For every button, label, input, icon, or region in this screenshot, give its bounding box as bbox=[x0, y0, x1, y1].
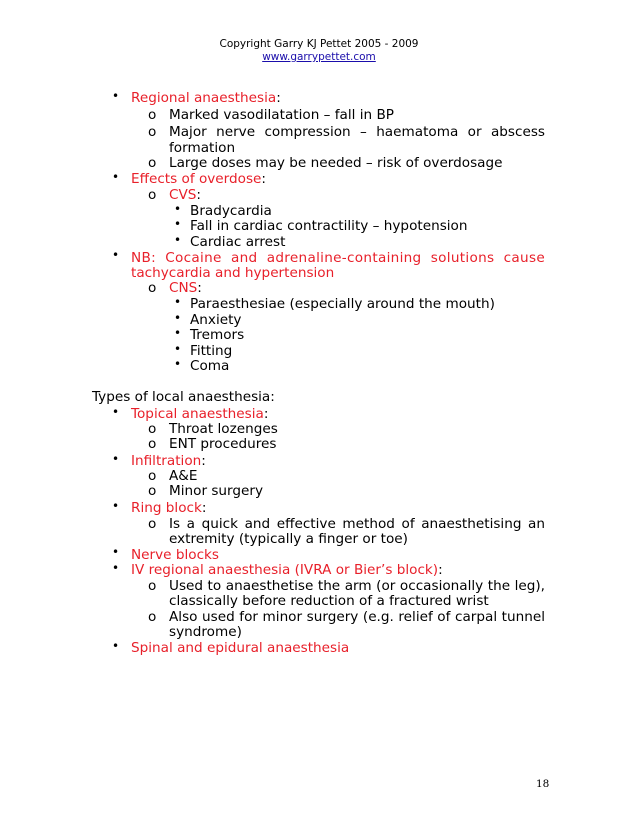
ring-block-item-1-cont: extremity (typically a finger or toe) bbox=[169, 531, 408, 547]
cvs-colon: : bbox=[196, 187, 202, 203]
bullet-icon: • bbox=[174, 357, 182, 371]
ring-block-title: Ring block bbox=[131, 500, 202, 516]
topical-heading bbox=[131, 406, 268, 422]
circle-bullet-icon: o bbox=[148, 436, 157, 452]
bullet-icon: • bbox=[112, 561, 120, 575]
infiltration-item-2: Minor surgery bbox=[169, 483, 264, 499]
circle-bullet-icon: o bbox=[148, 155, 157, 171]
circle-bullet-icon: o bbox=[148, 187, 157, 203]
bullet-icon: • bbox=[174, 311, 182, 325]
cns-item-4: Fitting bbox=[190, 343, 233, 359]
ring-block-colon: : bbox=[201, 500, 207, 516]
nb-note-line-1: NB: Cocaine and adrenaline-containing solutions cause bbox=[131, 250, 545, 266]
circle-bullet-icon: o bbox=[148, 280, 157, 296]
infiltration-heading bbox=[131, 453, 206, 469]
circle-bullet-icon: o bbox=[148, 516, 157, 532]
ivra-colon: : bbox=[438, 562, 443, 578]
cns-item-5: Coma bbox=[190, 358, 230, 374]
regional-item-3: Large doses may be needed – risk of overdosage bbox=[169, 155, 503, 171]
infiltration-title: Infiltration bbox=[131, 453, 202, 469]
cvs-item-3: Cardiac arrest bbox=[190, 234, 286, 250]
types-heading: Types of local anaesthesia: bbox=[92, 389, 275, 405]
bullet-icon: • bbox=[174, 295, 182, 309]
bullet-icon: • bbox=[174, 326, 182, 340]
regional-title: Regional anaesthesia bbox=[131, 90, 277, 106]
bullet-icon: • bbox=[112, 89, 120, 103]
page-number: 18 bbox=[536, 778, 550, 790]
bullet-icon: • bbox=[174, 342, 182, 356]
circle-bullet-icon: o bbox=[148, 421, 157, 437]
bullet-icon: • bbox=[112, 452, 120, 466]
circle-bullet-icon: o bbox=[148, 124, 157, 140]
circle-bullet-icon: o bbox=[148, 609, 157, 625]
regional-colon: : bbox=[276, 90, 281, 106]
bullet-icon: • bbox=[112, 499, 120, 513]
ivra-item-1: Used to anaesthetise the arm (or occasionally the leg), bbox=[169, 578, 545, 594]
bullet-icon: • bbox=[174, 233, 182, 247]
ring-block-heading bbox=[131, 500, 206, 516]
regional-item-1: Marked vasodilatation – fall in BP bbox=[169, 107, 395, 123]
regional-heading bbox=[131, 90, 281, 106]
spinal-epidural-title: Spinal and epidural anaesthesia bbox=[131, 640, 350, 656]
cns-title: CNS bbox=[169, 280, 198, 296]
infiltration-item-1: A&E bbox=[169, 468, 198, 484]
circle-bullet-icon: o bbox=[148, 578, 157, 594]
cvs-title: CVS bbox=[169, 187, 197, 203]
circle-bullet-icon: o bbox=[148, 107, 157, 123]
nb-note-line-2: tachycardia and hypertension bbox=[131, 265, 335, 281]
bullet-icon: • bbox=[174, 202, 182, 216]
regional-item-2: Major nerve compression – haematoma or abscess bbox=[169, 124, 545, 140]
regional-item-2-cont: formation bbox=[169, 140, 236, 156]
cns-item-3: Tremors bbox=[190, 327, 245, 343]
circle-bullet-icon: o bbox=[148, 483, 157, 499]
ring-block-item-1: Is a quick and effective method of anaesthetising an bbox=[169, 516, 545, 532]
bullet-icon: • bbox=[112, 248, 120, 262]
topical-title: Topical anaesthesia bbox=[131, 406, 264, 422]
cns-item-1: Paraesthesiae (especially around the mouth) bbox=[190, 296, 495, 312]
ivra-heading bbox=[131, 562, 443, 578]
bullet-icon: • bbox=[174, 217, 182, 231]
ivra-title: IV regional anaesthesia (IVRA or Bier’s block) bbox=[131, 562, 439, 578]
topical-colon: : bbox=[263, 406, 269, 422]
bullet-icon: • bbox=[112, 639, 120, 653]
overdose-heading bbox=[131, 171, 266, 187]
infiltration-colon: : bbox=[201, 453, 206, 469]
nerve-blocks-title: Nerve blocks bbox=[131, 547, 220, 563]
bullet-icon: • bbox=[112, 170, 120, 184]
ivra-item-1-cont: classically before reduction of a fractured wrist bbox=[169, 593, 489, 609]
circle-bullet-icon: o bbox=[148, 468, 157, 484]
topical-item-2: ENT procedures bbox=[169, 436, 277, 452]
cvs-item-2: Fall in cardiac contractility – hypotension bbox=[190, 218, 468, 234]
ivra-item-2-cont: syndrome) bbox=[169, 624, 242, 640]
overdose-colon: : bbox=[261, 171, 267, 187]
cvs-item-1: Bradycardia bbox=[190, 203, 272, 219]
page-header bbox=[0, 38, 638, 64]
overdose-title: Effects of overdose bbox=[131, 171, 262, 187]
cns-item-2: Anxiety bbox=[190, 312, 242, 328]
bullet-icon: • bbox=[112, 405, 120, 419]
ivra-item-2: Also used for minor surgery (e.g. relief of carpal tunnel bbox=[169, 609, 545, 625]
bullet-icon: • bbox=[112, 545, 120, 559]
topical-item-1: Throat lozenges bbox=[169, 421, 278, 437]
website-link[interactable]: www.garrypettet.com bbox=[262, 51, 376, 63]
copyright-text: Copyright Garry KJ Pettet 2005 - 2009 bbox=[219, 38, 419, 50]
cns-colon: : bbox=[197, 280, 202, 296]
